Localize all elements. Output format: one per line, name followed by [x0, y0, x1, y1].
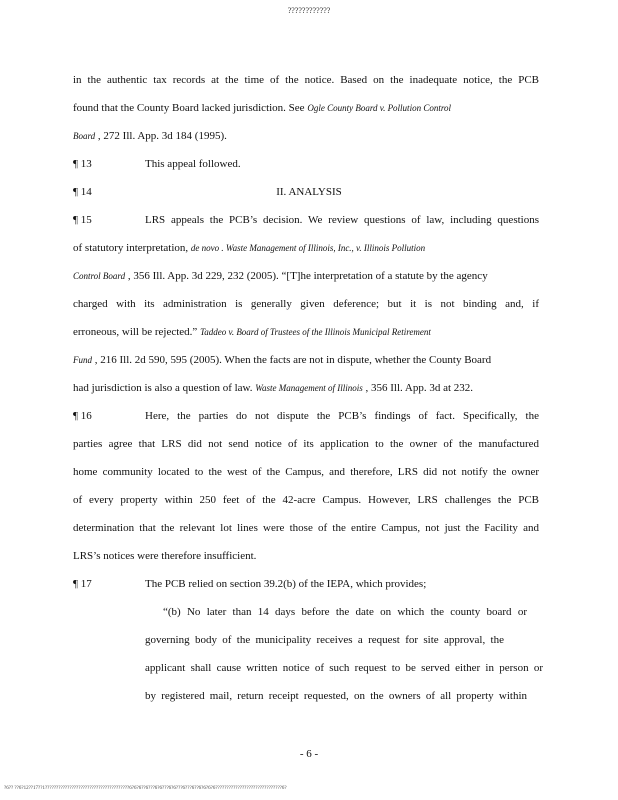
text-line: [73, 129, 539, 143]
text-segment: found that the County Board lacked jurisdiction. See: [73, 102, 308, 114]
text-segment: , 272 Ill. App. 3d 184 (1995).: [95, 130, 227, 142]
paragraph-text: This appeal followed.: [145, 158, 241, 170]
text-line: [73, 269, 539, 283]
paragraph-number: ¶ 14: [73, 186, 92, 198]
text-line: determination that the relevant lot lines were those of the entire Campus, not just the Facility and: [73, 522, 539, 534]
text-segment: erroneous, will be rejected.”: [73, 326, 201, 338]
text-line: LRS’s notices were therefore insufficient.: [73, 550, 257, 562]
text-line: home community located to the west of the Campus, and therefore, LRS did not notify the owner: [73, 466, 539, 478]
text-line: [73, 353, 539, 367]
case-citation: Fund: [73, 355, 92, 365]
section-heading: II. ANALYSIS: [276, 186, 342, 198]
paragraph-number: ¶ 16: [73, 410, 92, 422]
text-line: of every property within 250 feet of the 42-acre Campus. However, LRS challenges the PCB: [73, 494, 539, 506]
text-segment: , 216 Ill. 2d 590, 595 (2005). When the facts are not in dispute, whether the County Board: [92, 354, 492, 366]
text-line: parties agree that LRS did not send notice of its application to the owner of the manufactured: [73, 438, 539, 450]
case-citation: Control Board: [73, 271, 126, 281]
block-quote-line: governing body of the municipality receives a request for site approval, the: [145, 634, 504, 646]
text-line: in the authentic tax records at the time of the notice. Based on the inadequate notice, the PCB: [73, 74, 539, 86]
case-citation: de novo . Waste Management of Illinois, Inc., v. Illinois Pollution: [190, 243, 426, 253]
text-segment: had jurisdiction is also a question of law.: [73, 382, 256, 394]
page-header-marker: ????????????: [287, 6, 331, 15]
paragraph-text: The PCB relied on section 39.2(b) of the IEPA, which provides;: [145, 578, 427, 590]
case-citation: Board: [73, 131, 96, 141]
block-quote-line: “(b) No later than 14 days before the date on which the county board or: [163, 606, 527, 618]
footer-marker: ?6?? ??6?12??17??1??????????????????????????????????????6?6?6??6???6?6???6?6???6???6??6?6?6?6??????????????????????????????6?: [4, 786, 287, 791]
text-segment: , 356 Ill. App. 3d at 232.: [362, 382, 474, 394]
case-citation: Ogle County Board v. Pollution Control: [307, 103, 451, 113]
text-segment: of statutory interpretation,: [73, 242, 191, 254]
paragraph-text: LRS appeals the PCB’s decision. We review questions of law, including questions: [145, 214, 539, 226]
block-quote-line: by registered mail, return receipt requested, on the owners of all property within: [145, 690, 527, 702]
text-line: [73, 241, 539, 255]
paragraph-number: ¶ 13: [73, 158, 92, 170]
text-line: [73, 325, 539, 339]
block-quote-line: applicant shall cause written notice of such request to be served either in person or: [145, 662, 543, 674]
paragraph-number: ¶ 17: [73, 578, 92, 590]
paragraph-text: Here, the parties do not dispute the PCB’s findings of fact. Specifically, the: [145, 410, 539, 422]
case-citation: Waste Management of Illinois: [255, 383, 363, 393]
text-line: [73, 101, 539, 115]
page-number: - 6 -: [299, 748, 319, 760]
text-segment: , 356 Ill. App. 3d 229, 232 (2005). “[T]he interpretation of a statute by the agency: [125, 270, 488, 282]
paragraph-number: ¶ 15: [73, 214, 92, 226]
text-line: [73, 381, 539, 395]
case-citation: Taddeo v. Board of Trustees of the Illinois Municipal Retirement: [200, 327, 431, 337]
text-line: charged with its administration is generally given deference; but it is not binding and, if: [73, 298, 539, 310]
